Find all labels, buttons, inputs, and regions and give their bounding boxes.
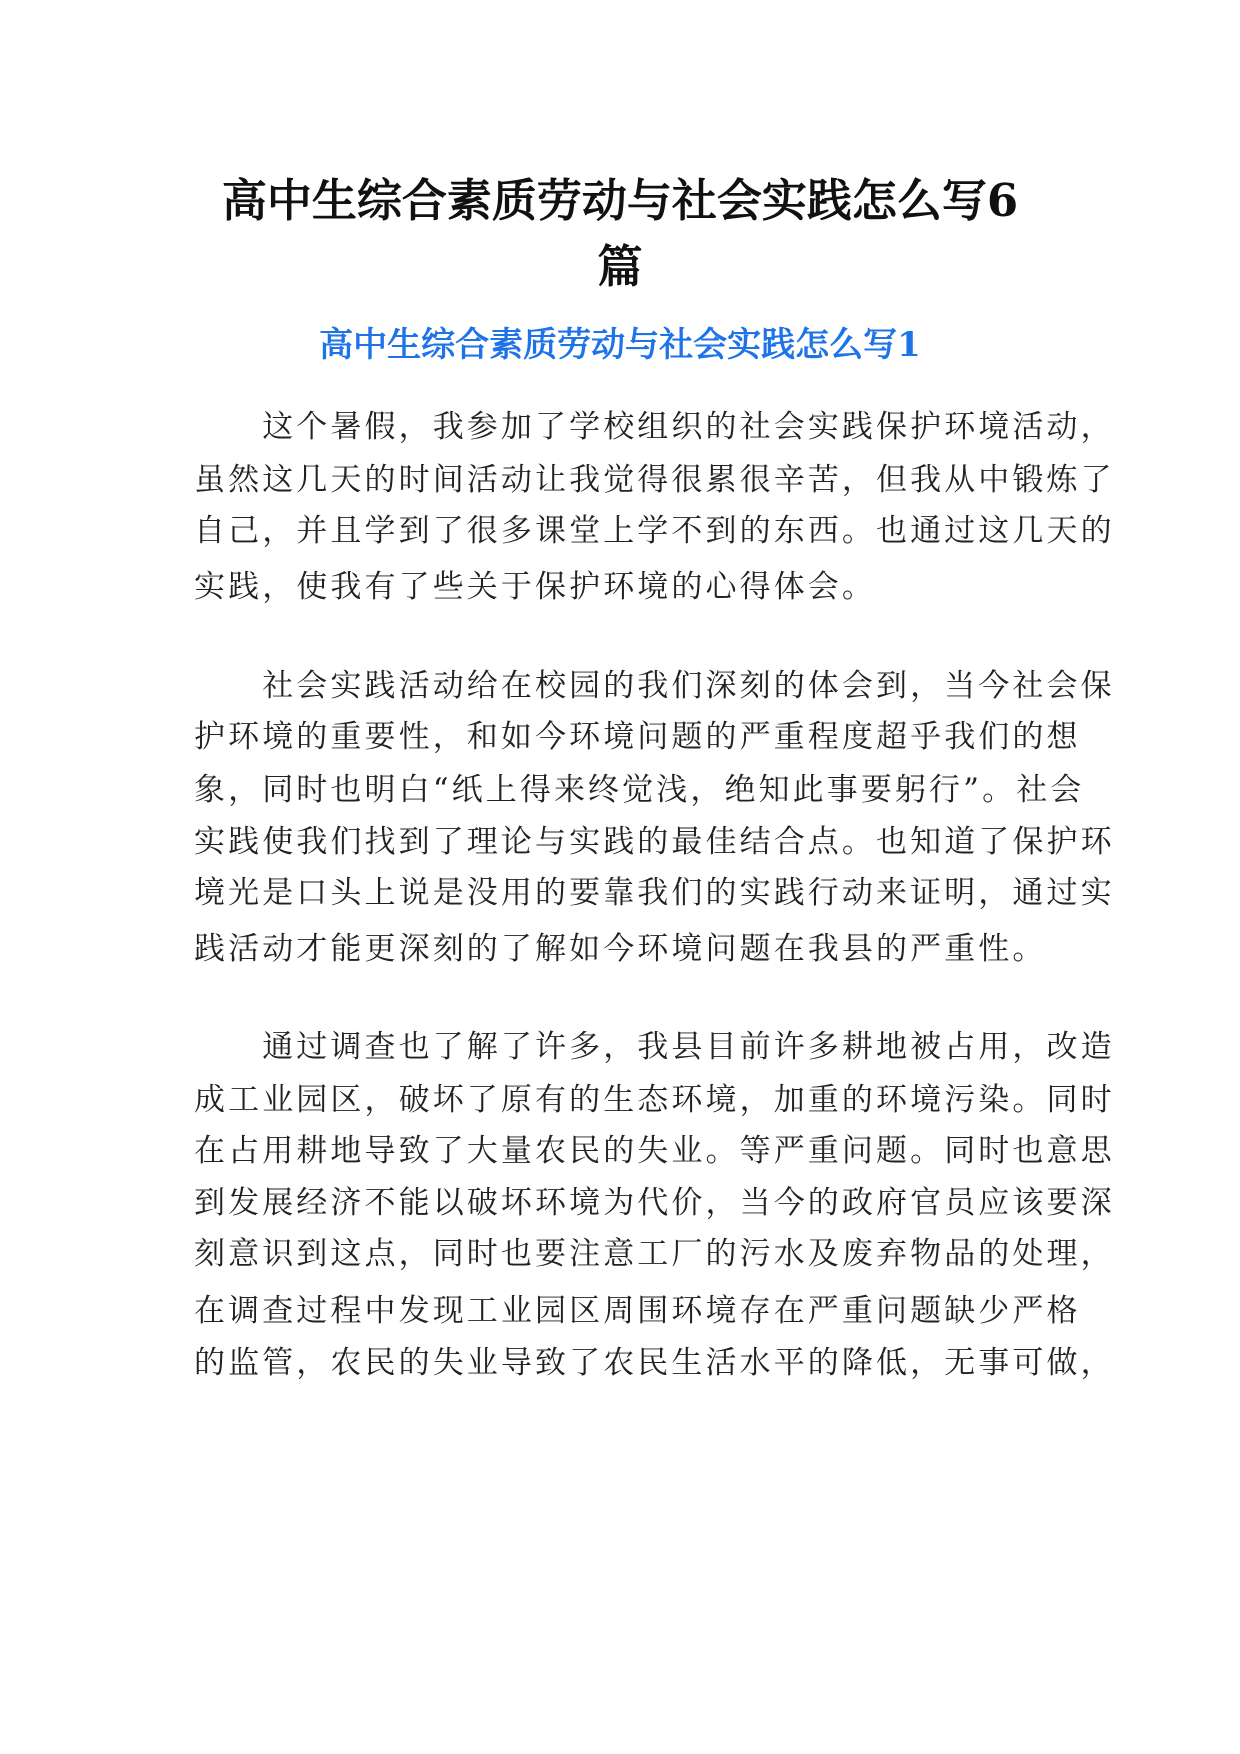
section-heading: 高中生综合素质劳动与社会实践怎么写1 <box>319 325 921 365</box>
paragraph-line: 这个暑假，我参加了学校组织的社会实践保护环境活动， <box>194 409 1115 445</box>
paragraph-line: 到发展经济不能以破坏环境为代价，当今的政府官员应该要深 <box>194 1185 1115 1221</box>
paragraph-line: 虽然这几天的时间活动让我觉得很累很辛苦，但我从中锻炼了 <box>194 462 1115 498</box>
paragraph-line: 护环境的重要性，和如今环境问题的严重程度超乎我们的想 <box>194 719 1081 755</box>
paragraph-line: 在调查过程中发现工业园区周围环境存在严重问题缺少严格 <box>194 1293 1081 1329</box>
document-title-line-1: 高中生综合素质劳动与社会实践怎么写6 <box>221 174 1019 227</box>
paragraph-line: 社会实践活动给在校园的我们深刻的体会到，当今社会保 <box>194 668 1115 704</box>
paragraph-line: 象，同时也明白“纸上得来终觉浅，绝知此事要躬行”。社会 <box>194 772 1085 808</box>
document-title-line-2: 篇 <box>597 240 643 293</box>
document-title <box>190 168 1050 300</box>
paragraph-line: 成工业园区，破坏了原有的生态环境，加重的环境污染。同时 <box>194 1082 1115 1118</box>
paragraph-line: 自己，并且学到了很多课堂上学不到的东西。也通过这几天的 <box>194 513 1115 549</box>
paragraph-line: 的监管，农民的失业导致了农民生活水平的降低，无事可做， <box>194 1345 1115 1381</box>
paragraph-line: 刻意识到这点，同时也要注意工厂的污水及废弃物品的处理， <box>194 1236 1115 1272</box>
paragraph-line: 通过调查也了解了许多，我县目前许多耕地被占用，改造 <box>194 1029 1115 1065</box>
paragraph-line: 在占用耕地导致了大量农民的失业。等严重问题。同时也意思 <box>194 1133 1115 1169</box>
paragraph-line: 境光是口头上说是没用的要靠我们的实践行动来证明，通过实 <box>194 875 1115 911</box>
paragraph-line: 实践使我们找到了理论与实践的最佳结合点。也知道了保护环 <box>194 824 1115 860</box>
paragraph-line: 实践，使我有了些关于保护环境的心得体会。 <box>194 569 876 605</box>
paragraph-line: 践活动才能更深刻的了解如今环境问题在我县的严重性。 <box>194 931 1047 967</box>
